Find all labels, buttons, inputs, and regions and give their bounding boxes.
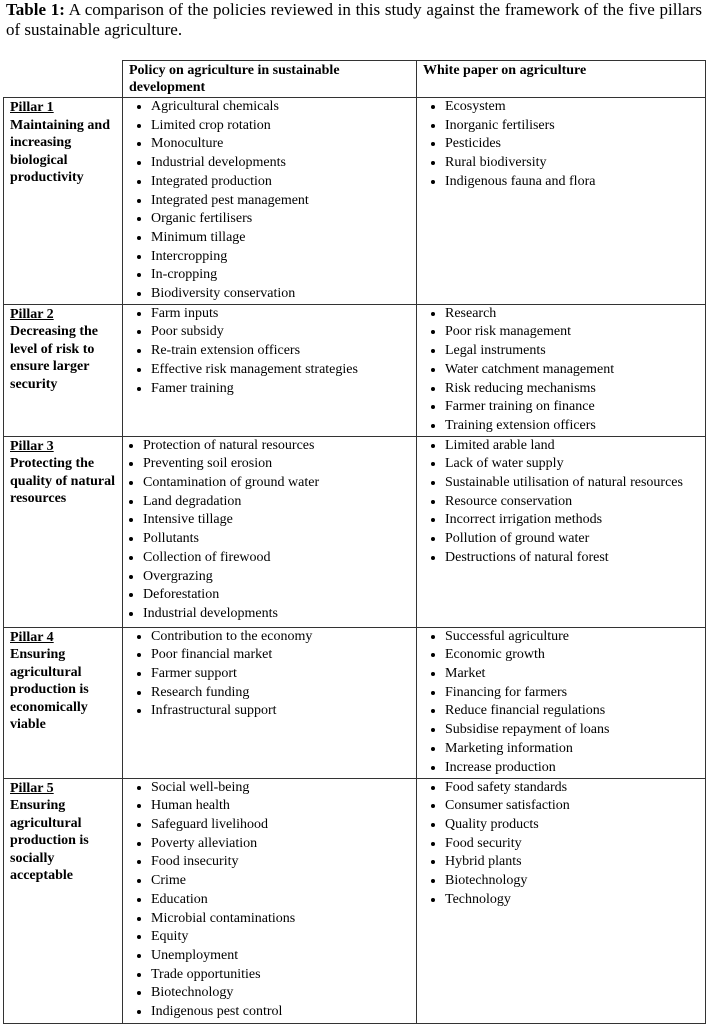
list-item: • Poor financial market (151, 646, 412, 665)
list-item: • Poverty alleviation (151, 835, 412, 854)
list-item: • Risk reducing mechanisms (445, 380, 701, 399)
list-item: • Food insecurity (151, 853, 412, 872)
table-row (4, 98, 706, 305)
list-item: • Research (445, 305, 701, 324)
pillar-label: Pillar 4 (10, 629, 54, 645)
list-item: • Limited arable land (445, 437, 701, 456)
list-item: • Reduce financial regulations (445, 702, 701, 721)
list-item: • Education (151, 891, 412, 910)
policy-cell (123, 436, 417, 627)
list-item: • Market (445, 665, 701, 684)
pillars-comparison-table (3, 60, 706, 1024)
list-item: • Marketing information (445, 740, 701, 759)
pillar-title: Protecting the quality of natural resources (10, 456, 116, 507)
white-cell (417, 98, 706, 305)
list-item: • Pollution of ground water (445, 530, 701, 549)
list-item: • Deforestation (143, 586, 412, 605)
list-item: • Equity (151, 928, 412, 947)
list-item: • In-cropping (151, 266, 412, 285)
table-row (4, 627, 706, 778)
list-item: • Poor risk management (445, 323, 701, 342)
pillar-cell (4, 98, 123, 305)
list-item: • Food safety standards (445, 779, 701, 798)
policy-cell (123, 98, 417, 305)
list-item: • Destructions of natural forest (445, 549, 701, 568)
policy-list (127, 437, 412, 624)
list-item: • Incorrect irrigation methods (445, 511, 701, 530)
list-item: • Quality products (445, 816, 701, 835)
list-item: • Famer training (151, 380, 412, 399)
list-item: • Biotechnology (445, 872, 701, 891)
list-item: • Overgrazing (143, 568, 412, 587)
white-list (421, 98, 701, 192)
list-item: • Consumer satisfaction (445, 797, 701, 816)
white-list (421, 305, 701, 436)
list-item: • Microbial contaminations (151, 910, 412, 929)
list-item: • Protection of natural resources (143, 437, 412, 456)
pillar-cell (4, 627, 123, 778)
pillar-title: Decreasing the level of risk to ensure larger security (10, 324, 98, 392)
header-row (4, 61, 706, 98)
table-caption (6, 0, 702, 40)
list-item: • Organic fertilisers (151, 210, 412, 229)
list-item: • Water catchment management (445, 361, 701, 380)
list-item: • Safeguard livelihood (151, 816, 412, 835)
pillar-label: Pillar 1 (10, 100, 54, 115)
list-item: • Limited crop rotation (151, 117, 412, 136)
list-item: • Intercropping (151, 248, 412, 267)
list-item: • Crime (151, 872, 412, 891)
caption-text: A comparison of the policies reviewed in this study against the framework of the five pillars of sustainable agriculture. (6, 0, 702, 39)
list-item: • Contribution to the economy (151, 628, 412, 647)
list-item: • Integrated pest management (151, 192, 412, 211)
list-item: • Technology (445, 891, 701, 910)
white-list (421, 628, 701, 778)
policy-cell (123, 778, 417, 1023)
list-item: • Training extension officers (445, 417, 701, 436)
policy-cell (123, 304, 417, 436)
pillar-title: Ensuring agricultural production is socially acceptable (10, 798, 89, 884)
list-item: • Inorganic fertilisers (445, 117, 701, 136)
list-item: • Intensive tillage (143, 511, 412, 530)
list-item: • Pollutants (143, 530, 412, 549)
table-row (4, 436, 706, 627)
pillar-label: Pillar 5 (10, 780, 54, 796)
list-item: • Hybrid plants (445, 853, 701, 872)
list-item: • Legal instruments (445, 342, 701, 361)
list-item: • Research funding (151, 684, 412, 703)
list-item: • Biotechnology (151, 984, 412, 1003)
list-item: • Subsidise repayment of loans (445, 721, 701, 740)
list-item: • Increase production (445, 759, 701, 778)
list-item: • Farm inputs (151, 305, 412, 324)
list-item: • Sustainable utilisation of natural resources (445, 474, 701, 493)
list-item: • Integrated production (151, 173, 412, 192)
list-item: • Economic growth (445, 646, 701, 665)
list-item: • Farmer training on finance (445, 398, 701, 417)
white-cell (417, 436, 706, 627)
list-item: • Resource conservation (445, 493, 701, 512)
list-item: • Rural biodiversity (445, 154, 701, 173)
column-header-policy: Policy on agriculture in sustainable development (123, 61, 417, 98)
policy-list (127, 98, 412, 304)
pillar-title: Maintaining and increasing biological productivity (10, 117, 110, 185)
list-item: • Poor subsidy (151, 323, 412, 342)
white-cell (417, 304, 706, 436)
policy-list (127, 628, 412, 722)
pillar-label: Pillar 2 (10, 306, 54, 322)
list-item: • Re-train extension officers (151, 342, 412, 361)
list-item: • Financing for farmers (445, 684, 701, 703)
white-cell (417, 627, 706, 778)
list-item: • Ecosystem (445, 98, 701, 117)
list-item: • Biodiversity conservation (151, 285, 412, 304)
list-item: • Indigenous pest control (151, 1003, 412, 1022)
list-item: • Food security (445, 835, 701, 854)
policy-list (127, 305, 412, 399)
list-item: • Collection of firewood (143, 549, 412, 568)
column-header-white-paper: White paper on agriculture (417, 61, 706, 98)
table-row (4, 778, 706, 1023)
pillar-cell (4, 304, 123, 436)
list-item: • Agricultural chemicals (151, 98, 412, 117)
list-item: • Industrial developments (143, 605, 412, 624)
white-cell (417, 778, 706, 1023)
list-item: • Monoculture (151, 135, 412, 154)
table-row (4, 304, 706, 436)
list-item: • Lack of water supply (445, 455, 701, 474)
list-item: • Effective risk management strategies (151, 361, 412, 380)
list-item: • Trade opportunities (151, 966, 412, 985)
caption-label: Table 1: (6, 0, 65, 19)
list-item: • Successful agriculture (445, 628, 701, 647)
empty-corner-cell (4, 61, 123, 98)
list-item: • Pesticides (445, 135, 701, 154)
list-item: • Preventing soil erosion (143, 455, 412, 474)
list-item: • Social well-being (151, 779, 412, 798)
white-list (421, 779, 701, 910)
list-item: • Indigenous fauna and flora (445, 173, 701, 192)
pillar-cell (4, 778, 123, 1023)
policy-list (127, 779, 412, 1022)
policy-cell (123, 627, 417, 778)
list-item: • Human health (151, 797, 412, 816)
list-item: • Unemployment (151, 947, 412, 966)
list-item: • Industrial developments (151, 154, 412, 173)
list-item: • Contamination of ground water (143, 474, 412, 493)
white-list (421, 437, 701, 568)
list-item: • Land degradation (143, 493, 412, 512)
pillar-cell (4, 436, 123, 627)
pillar-label: Pillar 3 (10, 438, 54, 454)
pillar-title: Ensuring agricultural production is economically viable (10, 647, 89, 733)
list-item: • Minimum tillage (151, 229, 412, 248)
list-item: • Farmer support (151, 665, 412, 684)
list-item: • Infrastructural support (151, 702, 412, 721)
